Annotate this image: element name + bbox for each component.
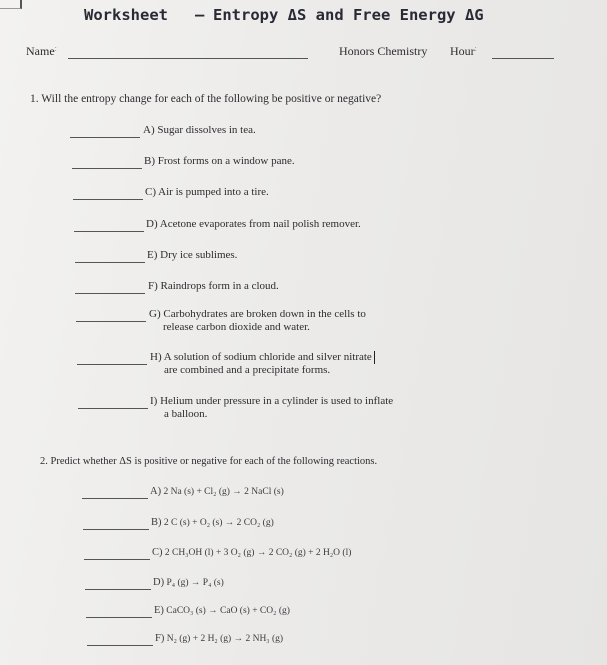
answer-blank-1g[interactable] <box>76 321 146 322</box>
q1-item-g: G) Carbohydrates are broken down in the cells to release carbon dioxide and water. <box>149 308 366 333</box>
page-corner-mark <box>0 0 22 9</box>
title-rest: Entropy ΔS and Free Energy ΔG <box>213 6 484 24</box>
q1-item-e: E) Dry ice sublimes. <box>147 249 238 261</box>
answer-blank-2c[interactable] <box>84 559 150 560</box>
title-dash: – <box>195 6 205 24</box>
answer-blank-1i[interactable] <box>78 408 148 409</box>
name-field[interactable] <box>68 58 308 59</box>
answer-blank-1e[interactable] <box>75 262 145 263</box>
hour-label: Hour: <box>450 44 477 58</box>
q2-reaction-c: C) 2 CH₃OH (l) + 3 O₂ (g) → 2 CO₂ (g) + 2 H₂O (l) <box>152 547 352 558</box>
answer-blank-2b[interactable] <box>83 529 149 530</box>
hour-field[interactable] <box>492 58 554 59</box>
q2-reaction-e: E) CaCO₃ (s) → CaO (s) + CO₂ (g) <box>154 605 290 616</box>
q1-item-h: H) A solution of sodium chloride and silver nitrate are combined and a precipitate forms. <box>150 351 375 377</box>
answer-blank-1h[interactable] <box>77 364 147 365</box>
q1-item-c: C) Air is pumped into a tire. <box>145 186 269 198</box>
q1-item-d: D) Acetone evaporates from nail polish remover. <box>146 218 361 230</box>
question-2-prompt: 2. Predict whether ΔS is positive or negative for each of the following reactions. <box>40 456 378 467</box>
answer-blank-1d[interactable] <box>74 231 144 232</box>
q1-item-b: B) Frost forms on a window pane. <box>144 155 295 167</box>
q1-item-a: A) Sugar dissolves in tea. <box>143 124 256 136</box>
course-label: Honors Chemistry <box>339 44 428 58</box>
answer-blank-2f[interactable] <box>87 645 153 646</box>
answer-blank-2d[interactable] <box>85 589 151 590</box>
q1-item-f: F) Raindrops form in a cloud. <box>148 280 279 292</box>
name-label: Name: <box>26 44 57 58</box>
q2-reaction-b: B) 2 C (s) + O₂ (s) → 2 CO₂ (g) <box>151 517 274 528</box>
answer-blank-1f[interactable] <box>75 293 145 294</box>
answer-blank-1a[interactable] <box>70 137 140 138</box>
answer-blank-1b[interactable] <box>72 168 142 169</box>
text-cursor <box>374 351 375 364</box>
q2-reaction-d: D) P₄ (g) → P₄ (s) <box>153 577 224 588</box>
answer-blank-2e[interactable] <box>86 617 152 618</box>
title-word: Worksheet <box>84 6 168 24</box>
q2-reaction-f: F) N₂ (g) + 2 H₂ (g) → 2 NH₃ (g) <box>155 633 284 644</box>
answer-blank-2a[interactable] <box>82 498 148 499</box>
answer-blank-1c[interactable] <box>73 199 143 200</box>
q2-reaction-a: A) 2 Na (s) + Cl₂ (g) → 2 NaCl (s) <box>150 486 284 497</box>
question-1-prompt: 1. Will the entropy change for each of the following be positive or negative? <box>30 93 382 105</box>
q1-item-i: I) Helium under pressure in a cylinder is used to inflate a balloon. <box>150 395 394 420</box>
